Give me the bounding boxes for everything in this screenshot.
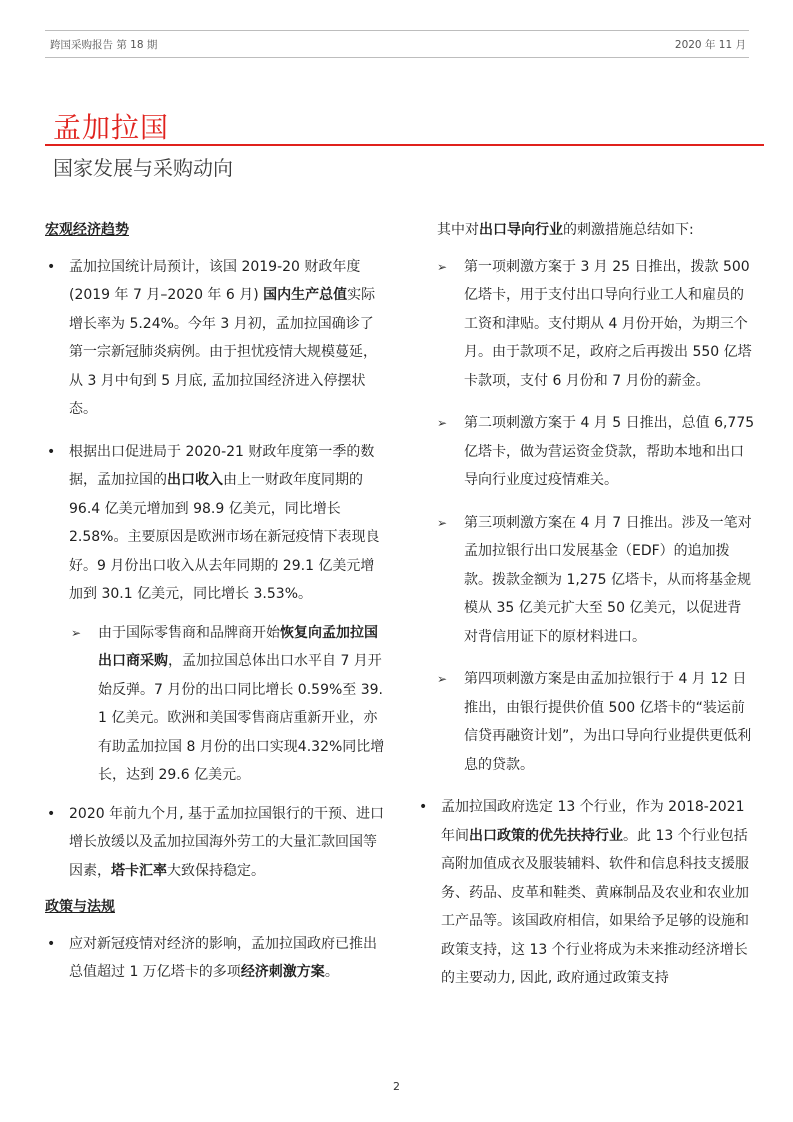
keyword-export-income: 出口收入 (167, 472, 223, 488)
title-red-rule (45, 144, 764, 146)
stimulus-item-2 (437, 409, 755, 495)
bullet-export-income (45, 438, 387, 609)
bullet-exchange-rate (45, 800, 387, 886)
arrow-bullet-icon: ➢ (437, 672, 448, 686)
bullet-icon: • (47, 258, 56, 275)
keyword-exchange-rate: 塔卡汇率 (111, 862, 167, 879)
bullet-icon: • (47, 443, 56, 460)
page-number: 2 (393, 1080, 400, 1093)
bullet-stimulus (45, 930, 387, 987)
keyword-priority-industries: 出口政策的优先扶持行业 (469, 827, 623, 844)
stimulus-item-3 (437, 509, 755, 652)
keyword-export-oriented: 出口导向行业 (479, 222, 563, 238)
bullet-text: 孟加拉国统计局预计，该国 2019-20 财政年度(2019 年 7 月–2020 年 6 月) 国内生产总值实际增长率为 5.24%。今年 3 月初，孟加拉国确诊了第一宗新冠肺炎病例。由于担忧疫情大规模蔓延，从 3 月中旬到 5 月底, 孟加拉国经济进入停摆状态。 (69, 258, 377, 417)
bullet-icon: • (47, 935, 56, 952)
bullet-text: 孟加拉国政府选定 13 个行业，作为 2018-2021 年间出口政策的优先扶持行业。此 13 个行业包括高附加值成衣及服装辅料、软件和信息科技支援服务、药品、皮革和鞋类、黄麻制品及农业和农业加工产品等。该国政府相信，如果给予足够的设施和政策支持，这 13 个行业将成为未来推动经济增长的主要动力, 因此, 政府通过政策支持 (441, 799, 749, 986)
bullet-priority-industries (417, 793, 755, 993)
arrow-bullet-icon: ➢ (437, 259, 448, 274)
stimulus-item-text: 第一项刺激方案于 3 月 25 日推出，拨款 500 亿塔卡，用于支付出口导向行业工人和雇员的工资和津贴。支付期从 4 月份开始，为期三个月。由于款项不足，政府之后再拨出 550 亿塔卡款项，支付 6 月份和 7 月份的薪金。 (464, 258, 752, 389)
macro-economy-heading: 宏观经济趋势 (45, 222, 129, 238)
header-top-rule (45, 30, 749, 31)
stimulus-item-text: 第四项刺激方案是由孟加拉银行于 4 月 12 日推出，由银行提供价值 500 亿塔卡的“装运前信贷再融资计划”，为出口导向行业提供更低利息的贷款。 (464, 671, 752, 773)
stimulus-item-1 (437, 253, 755, 396)
arrow-bullet-icon: ➢ (437, 515, 448, 530)
keyword-stimulus: 经济刺激方案 (240, 964, 325, 980)
stimulus-item-text: 第二项刺激方案于 4 月 5 日推出，总值 6,775 亿塔卡，做为营运资金贷款，帮助本地和出口导向行业度过疫情难关。 (464, 415, 755, 488)
stimulus-intro: 其中对出口导向行业的刺激措施总结如下: (437, 222, 694, 238)
arrow-text: 由于国际零售商和品牌商开始恢复向孟加拉国出口商采购，孟加拉国总体出口水平自 7 月开始反弹。7 月份的出口同比增长 0.59%至 39. 1 亿美元。欧洲和美国零售商店重新开业，亦有助孟加拉国 8 月份的出口实现4.32%同比增长，达到 29.6 亿美元。 (98, 624, 385, 783)
bullet-text: 根据出口促进局于 2020-21 财政年度第一季的数据，孟加拉国的出口收入由上一财政年度同期的 96.4 亿美元增加到 98.9 亿美元，同比增长 2.58%。主要原因是欧洲市场在新冠疫情下表现良好。9 月份出口收入从去年同期的 29.1 亿美元增加到 30.1 亿美元，同比增长 3.53%。 (69, 443, 380, 602)
bullet-icon: • (47, 805, 56, 822)
report-title: 跨国采购报告 第 18 期 (50, 39, 158, 51)
arrow-bullet-icon: ➢ (71, 625, 82, 640)
stimulus-item-4 (437, 665, 755, 779)
country-title: 孟加拉国 (53, 111, 170, 144)
right-column (419, 216, 755, 993)
bullet-text: 2020 年前九个月, 基于孟加拉国银行的干预、进口增长放缓以及孟加拉国海外劳工的大量汇款回国等因素，塔卡汇率大致保持稳定。 (69, 805, 384, 879)
keyword-gdp: 国内生产总值 (263, 287, 348, 303)
stimulus-item-text: 第三项刺激方案在 4 月 7 日推出。涉及一笔对孟加拉银行出口发展基金（EDF）的追加拨款。拨款金额为 1,275 亿塔卡，从而将基金规模从 35 亿美元扩大至 50 亿美元，以促进背对背信用证下的原材料进口。 (464, 514, 752, 645)
page-subtitle: 国家发展与采购动向 (53, 156, 233, 180)
report-date: 2020 年 11 月 (674, 39, 746, 51)
left-column (45, 216, 387, 987)
sub-arrow-export-rebound (71, 619, 387, 790)
bullet-text: 应对新冠疫情对经济的影响，孟加拉国政府已推出总值超过 1 万亿塔卡的多项经济刺激方案。 (69, 935, 377, 980)
header-bottom-rule (45, 57, 749, 58)
policy-heading: 政策与法规 (45, 899, 115, 915)
arrow-bullet-icon: ➢ (437, 416, 448, 430)
keyword-resume-sourcing: 恢复向孟加拉国出口商采购 (98, 624, 378, 669)
bullet-gdp (45, 253, 387, 424)
bullet-icon: • (419, 799, 428, 815)
